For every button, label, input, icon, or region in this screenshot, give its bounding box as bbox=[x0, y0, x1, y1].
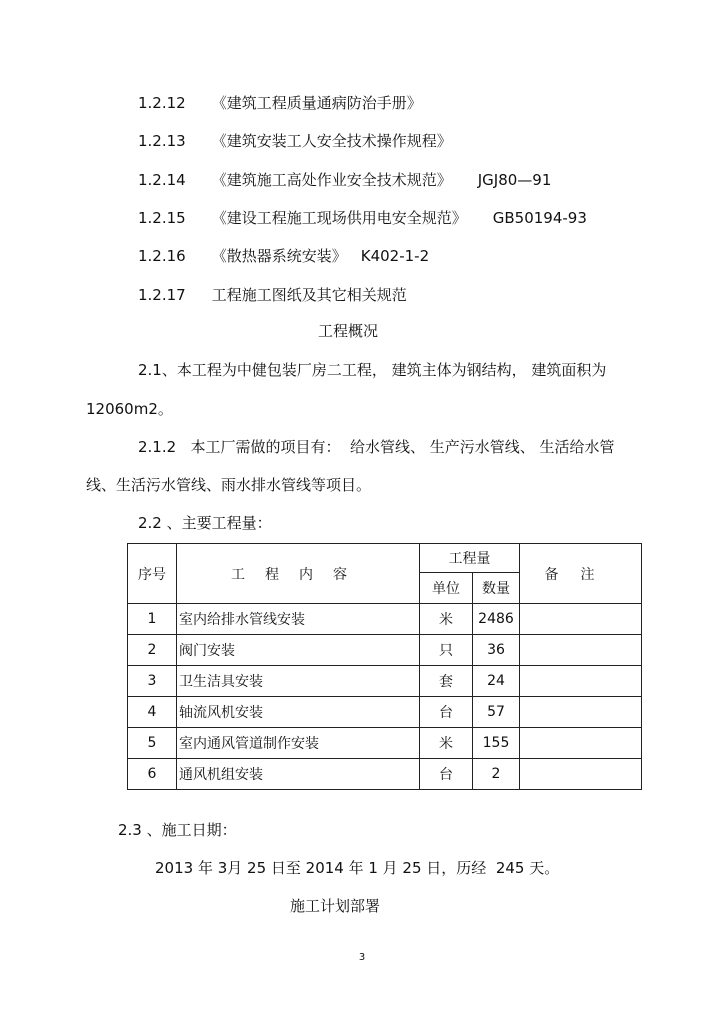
cell-quantity: 36 bbox=[473, 635, 520, 666]
table-row bbox=[128, 604, 642, 635]
paragraph-2-1-line1: 2.1、本工程为中健包装厂房二工程， 建筑主体为钢结构， 建筑面积为 bbox=[138, 361, 607, 379]
cell-unit: 只 bbox=[420, 635, 473, 666]
reference-number: 1.2.12 bbox=[138, 94, 186, 112]
reference-number: 1.2.14 bbox=[138, 171, 186, 189]
reference-code: JGJ80—91 bbox=[477, 171, 552, 189]
quantity-table bbox=[127, 543, 642, 790]
cell-no: 1 bbox=[128, 604, 177, 635]
cell-no: 5 bbox=[128, 728, 177, 759]
reference-code: K402-1-2 bbox=[360, 247, 430, 265]
reference-item bbox=[138, 93, 422, 113]
reference-item bbox=[138, 208, 587, 228]
cell-no: 6 bbox=[128, 759, 177, 790]
table-row bbox=[128, 666, 642, 697]
cell-no: 3 bbox=[128, 666, 177, 697]
header-no: 序号 bbox=[128, 544, 177, 604]
cell-item: 阀门安装 bbox=[177, 635, 420, 666]
table-row bbox=[128, 728, 642, 759]
cell-quantity: 24 bbox=[473, 666, 520, 697]
cell-quantity: 155 bbox=[473, 728, 520, 759]
cell-remark bbox=[520, 635, 642, 666]
paragraph-2-3: 2.3 、施工日期： bbox=[118, 821, 237, 839]
table-row bbox=[128, 635, 642, 666]
cell-remark bbox=[520, 697, 642, 728]
paragraph-2-1-line2: 12060m2。 bbox=[86, 400, 173, 418]
cell-unit: 米 bbox=[420, 604, 473, 635]
cell-unit: 套 bbox=[420, 666, 473, 697]
reference-title: 工程施工图纸及其它相关规范 bbox=[211, 286, 407, 304]
table-row bbox=[128, 697, 642, 728]
section-heading-plan: 施工计划部署 bbox=[290, 897, 381, 915]
header-qty-group: 工程量 bbox=[420, 544, 520, 573]
cell-no: 4 bbox=[128, 697, 177, 728]
reference-number: 1.2.16 bbox=[138, 247, 186, 265]
cell-item: 室内通风管道制作安装 bbox=[177, 728, 420, 759]
cell-item: 轴流风机安装 bbox=[177, 697, 420, 728]
reference-title: 《建设工程施工现场供用电安全规范》 bbox=[211, 209, 467, 227]
section-heading-overview: 工程概况 bbox=[318, 322, 379, 340]
header-item: 工程内容 bbox=[177, 544, 420, 604]
cell-remark bbox=[520, 728, 642, 759]
reference-title: 《建筑安装工人安全技术操作规程》 bbox=[211, 132, 452, 150]
cell-quantity: 2486 bbox=[473, 604, 520, 635]
paragraph-2-2: 2.2 、主要工程量： bbox=[138, 514, 272, 532]
cell-no: 2 bbox=[128, 635, 177, 666]
cell-item: 室内给排水管线安装 bbox=[177, 604, 420, 635]
reference-title: 《建筑工程质量通病防治手册》 bbox=[211, 94, 422, 112]
header-quantity: 数量 bbox=[473, 573, 520, 604]
reference-item bbox=[138, 285, 407, 305]
table-header-row bbox=[128, 544, 642, 573]
cell-unit: 台 bbox=[420, 759, 473, 790]
cell-item: 卫生洁具安装 bbox=[177, 666, 420, 697]
cell-remark bbox=[520, 666, 642, 697]
reference-number: 1.2.17 bbox=[138, 286, 186, 304]
paragraph-2-1-2-line2: 线、生活污水管线、雨水排水管线等项目。 bbox=[86, 476, 372, 494]
cell-quantity: 57 bbox=[473, 697, 520, 728]
reference-number: 1.2.13 bbox=[138, 132, 186, 150]
paragraph-2-1-2-line1: 2.1.2 本工厂需做的项目有： 给水管线、 生产污水管线、 生活给水管 bbox=[138, 438, 615, 456]
reference-title: 《建筑施工高处作业安全技术规范》 bbox=[211, 171, 452, 189]
cell-unit: 米 bbox=[420, 728, 473, 759]
header-remark: 备注 bbox=[520, 544, 642, 604]
cell-unit: 台 bbox=[420, 697, 473, 728]
reference-number: 1.2.15 bbox=[138, 209, 186, 227]
reference-item bbox=[138, 131, 452, 151]
cell-remark bbox=[520, 604, 642, 635]
header-unit: 单位 bbox=[420, 573, 473, 604]
cell-remark bbox=[520, 759, 642, 790]
reference-item bbox=[138, 170, 551, 190]
cell-quantity: 2 bbox=[473, 759, 520, 790]
page-number: 3 bbox=[358, 952, 366, 963]
table-row bbox=[128, 759, 642, 790]
schedule-text: 2013 年 3月 25 日至 2014 年 1 月 25 日，历经 245 天。 bbox=[155, 859, 560, 877]
cell-item: 通风机组安装 bbox=[177, 759, 420, 790]
reference-title: 《散热器系统安装》 bbox=[211, 247, 347, 265]
reference-item bbox=[138, 246, 429, 266]
reference-code: GB50194-93 bbox=[492, 209, 587, 227]
